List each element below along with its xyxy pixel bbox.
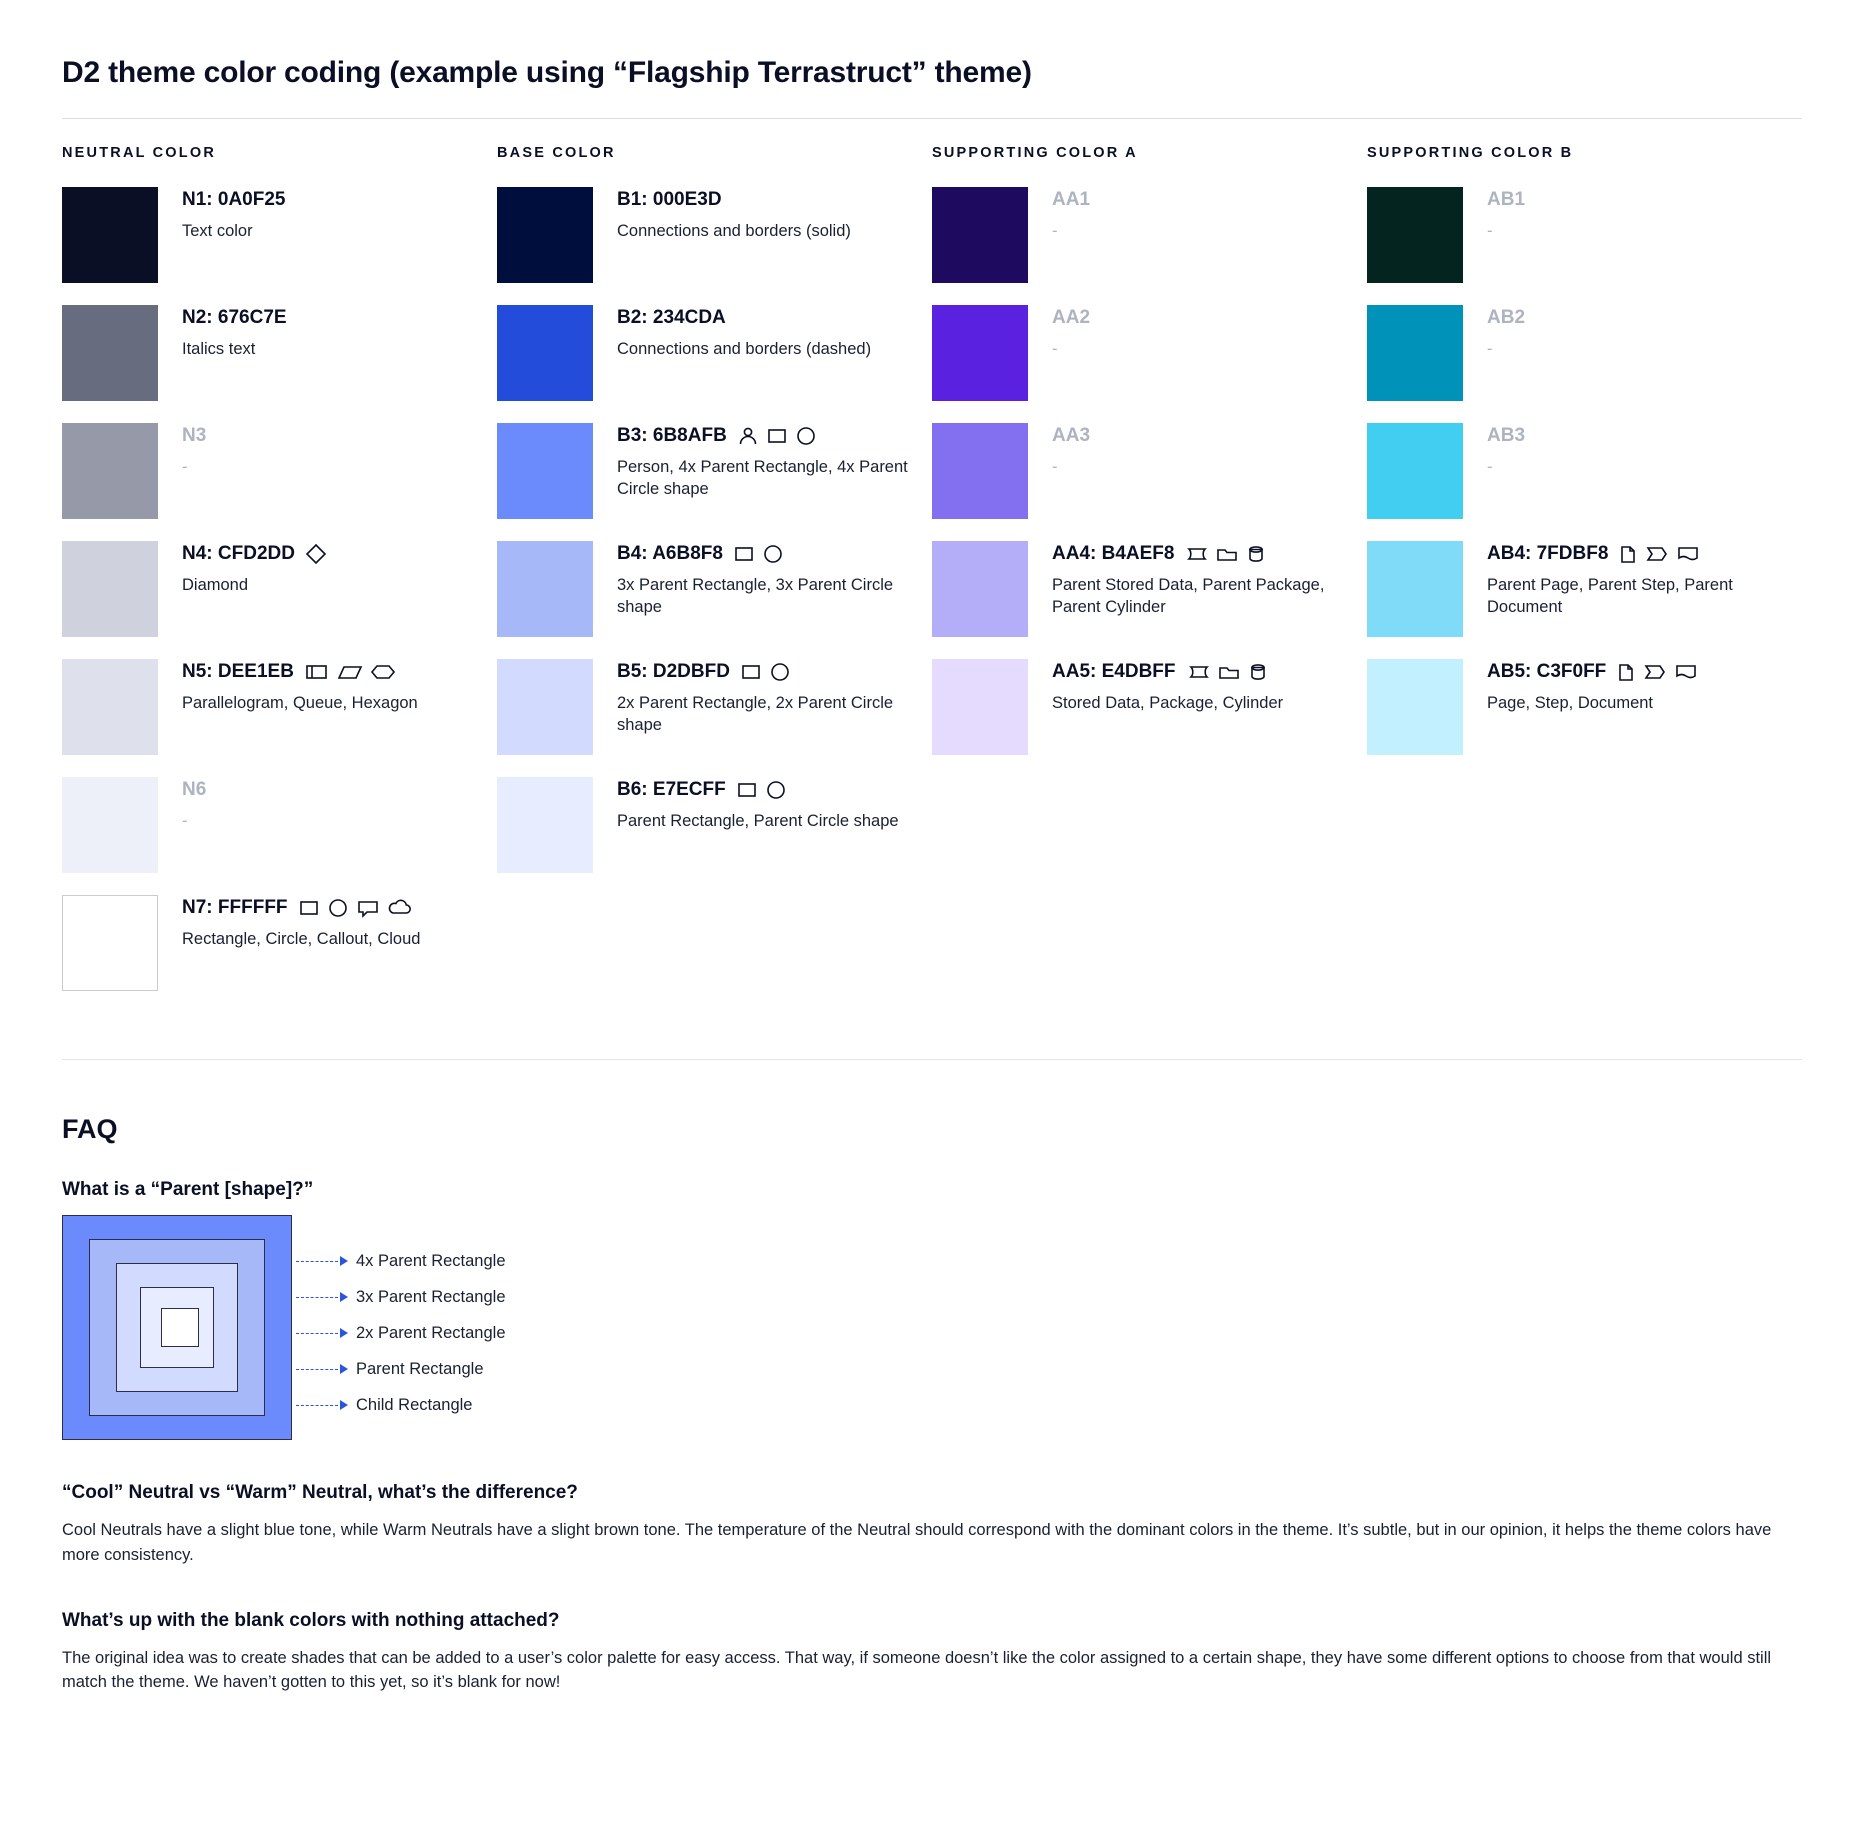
shape-icon-group (305, 543, 327, 565)
package-icon (1215, 543, 1239, 565)
swatch-code: B2: 234CDA (617, 307, 726, 328)
swatch-code: N7: FFFFFF (182, 897, 288, 918)
swatch-title (617, 661, 908, 684)
arrow-icon (340, 1400, 348, 1410)
nest-label-row (296, 1315, 506, 1351)
circle-icon (769, 661, 791, 683)
swatch-code: B5: D2DBFD (617, 661, 730, 682)
swatch-title (1487, 189, 1778, 212)
color-swatch-row (932, 541, 1343, 637)
faq-question-1: What is a “Parent [shape]?” (62, 1179, 314, 1200)
package-icon (1217, 661, 1241, 683)
color-swatch (497, 305, 593, 401)
parallelogram-icon (337, 661, 363, 683)
swatch-code: N5: DEE1EB (182, 661, 294, 682)
leader-line (296, 1297, 338, 1298)
swatch-text-block (593, 541, 908, 618)
color-column (1367, 145, 1802, 1013)
swatch-description: Parent Stored Data, Parent Package, Parent Cylinder (1052, 575, 1325, 617)
swatch-code: AA4: B4AEF8 (1052, 543, 1175, 564)
swatch-title (1487, 661, 1778, 684)
color-swatch-row (62, 659, 473, 755)
color-swatch-row (62, 423, 473, 519)
arrow-icon (340, 1256, 348, 1266)
color-swatch-row (497, 541, 908, 637)
swatch-text-block (1028, 305, 1343, 360)
color-swatch-row (497, 777, 908, 873)
nest-label-text: Child Rectangle (356, 1395, 473, 1414)
swatch-code: B6: E7ECFF (617, 779, 726, 800)
swatch-code: B3: 6B8AFB (617, 425, 727, 446)
color-column (497, 145, 932, 1013)
color-swatch (62, 423, 158, 519)
swatch-description: Person, 4x Parent Rectangle, 4x Parent Circle shape (617, 457, 908, 499)
swatch-description: Italics text (182, 339, 256, 358)
color-swatch-row (932, 659, 1343, 755)
page-icon (1618, 543, 1638, 565)
color-swatch (932, 659, 1028, 755)
shape-icon-group (1186, 661, 1268, 683)
nest-label-row (296, 1279, 506, 1315)
color-swatch-row (1367, 305, 1778, 401)
swatch-text-block (1028, 423, 1343, 478)
color-swatch (932, 187, 1028, 283)
parent-shape-diagram (62, 1215, 1802, 1440)
color-swatch-row (62, 305, 473, 401)
faq-question-3: What’s up with the blank colors with nothing attached? (62, 1609, 560, 1631)
shape-icon-group (1184, 543, 1266, 565)
rectangle-icon (736, 779, 758, 801)
swatch-description: Parent Page, Parent Step, Parent Document (1487, 575, 1733, 617)
swatch-text-block (158, 305, 473, 360)
swatch-title (1052, 307, 1343, 330)
leader-line (296, 1369, 338, 1370)
circle-icon (765, 779, 787, 801)
color-swatch (497, 187, 593, 283)
swatch-text-block (158, 895, 473, 950)
color-swatch (62, 187, 158, 283)
swatch-text-block (1028, 659, 1343, 714)
swatch-code: AA5: E4DBFF (1052, 661, 1176, 682)
faq-section (62, 1114, 1802, 1695)
rectangle-icon (740, 661, 762, 683)
swatch-text-block (593, 777, 908, 832)
color-swatch-row (1367, 187, 1778, 283)
color-swatch-row (932, 305, 1343, 401)
swatch-code: AB1 (1487, 189, 1526, 210)
swatch-title (182, 661, 473, 684)
swatch-text-block (593, 305, 908, 360)
swatch-text-block (1463, 659, 1778, 714)
swatch-code: N3 (182, 425, 207, 446)
shape-icon-group (733, 543, 784, 565)
swatch-code: N6 (182, 779, 207, 800)
swatch-title (617, 779, 908, 802)
color-swatch (497, 777, 593, 873)
color-swatch (497, 659, 593, 755)
color-swatch-row (1367, 541, 1778, 637)
color-swatch-row (1367, 659, 1778, 755)
color-swatch (62, 777, 158, 873)
swatch-description: - (182, 457, 188, 476)
swatch-title (1052, 425, 1343, 448)
color-swatch (62, 659, 158, 755)
swatch-code: AB2 (1487, 307, 1526, 328)
shape-icon-group (298, 897, 413, 919)
color-swatch (497, 423, 593, 519)
circle-icon (327, 897, 349, 919)
color-swatch-row (497, 187, 908, 283)
color-swatch (1367, 423, 1463, 519)
swatch-title (617, 189, 908, 212)
swatch-code: B1: 000E3D (617, 189, 722, 210)
swatch-title (1487, 425, 1778, 448)
swatch-description: Parallelogram, Queue, Hexagon (182, 693, 418, 712)
swatch-title (182, 307, 473, 330)
stored-data-icon (1184, 543, 1208, 565)
swatch-text-block (593, 659, 908, 736)
swatch-title (617, 307, 908, 330)
color-swatch (62, 541, 158, 637)
swatch-text-block (158, 541, 473, 596)
shape-icon-group (1618, 543, 1700, 565)
shape-icon-group (737, 425, 817, 447)
swatch-title (1487, 543, 1778, 566)
color-swatch-row (1367, 423, 1778, 519)
leader-line (296, 1333, 338, 1334)
color-columns (62, 145, 1802, 1013)
swatch-title (617, 425, 908, 448)
swatch-description: Text color (182, 221, 253, 240)
leader-line (296, 1261, 338, 1262)
color-swatch-row (62, 187, 473, 283)
swatch-description: - (182, 811, 188, 830)
rectangle-icon (298, 897, 320, 919)
color-swatch (497, 541, 593, 637)
arrow-icon (340, 1292, 348, 1302)
swatch-text-block (158, 777, 473, 832)
faq-answer-3: The original idea was to create shades that can be added to a user’s color palette for easy access. That way, if someone doesn’t like the color assigned to a certain shape, they have some different options to choose from that would still match the theme. We haven’t gotten to this yet, so it’s blank for now! (62, 1648, 1772, 1692)
swatch-description: Stored Data, Package, Cylinder (1052, 693, 1284, 712)
swatch-text-block (1463, 187, 1778, 242)
swatch-description: - (1487, 457, 1493, 476)
swatch-title (182, 897, 473, 920)
person-icon (737, 425, 759, 447)
callout-icon (356, 897, 380, 919)
swatch-description: - (1052, 457, 1058, 476)
color-swatch (932, 305, 1028, 401)
stored-data-icon (1186, 661, 1210, 683)
swatch-description: 3x Parent Rectangle, 3x Parent Circle shape (617, 575, 894, 617)
swatch-title (182, 779, 473, 802)
cloud-icon (387, 897, 413, 919)
swatch-text-block (158, 423, 473, 478)
color-swatch-row (497, 659, 908, 755)
swatch-title (617, 543, 908, 566)
column-heading: SUPPORTING COLOR A (932, 145, 1138, 161)
color-swatch-row (932, 423, 1343, 519)
swatch-code: AB3 (1487, 425, 1526, 446)
swatch-text-block (1463, 541, 1778, 618)
nest-box-child (161, 1308, 199, 1347)
swatch-code: AA2 (1052, 307, 1091, 328)
rectangle-icon (766, 425, 788, 447)
nest-labels (296, 1215, 506, 1423)
color-swatch (1367, 541, 1463, 637)
swatch-title (182, 189, 473, 212)
swatch-title (182, 425, 473, 448)
column-heading: BASE COLOR (497, 145, 616, 161)
color-swatch-row (932, 187, 1343, 283)
swatch-description: Parent Rectangle, Parent Circle shape (617, 811, 899, 830)
cylinder-icon (1248, 661, 1268, 683)
step-icon (1643, 661, 1667, 683)
swatch-description: - (1487, 221, 1493, 240)
swatch-description: 2x Parent Rectangle, 2x Parent Circle shape (617, 693, 894, 735)
color-swatch-row (62, 895, 473, 991)
shape-icon-group (304, 661, 396, 683)
swatch-text-block (1028, 541, 1343, 618)
swatch-title (1052, 189, 1343, 212)
swatch-description: Diamond (182, 575, 249, 594)
column-heading: NEUTRAL COLOR (62, 145, 216, 161)
swatch-text-block (593, 187, 908, 242)
hexagon-icon (370, 661, 396, 683)
swatch-description: - (1052, 339, 1058, 358)
color-swatch (932, 423, 1028, 519)
swatch-code: AB4: 7FDBF8 (1487, 543, 1609, 564)
swatch-description: Page, Step, Document (1487, 693, 1654, 712)
swatch-text-block (158, 187, 473, 242)
faq-heading: FAQ (62, 1114, 118, 1144)
swatch-code: AB5: C3F0FF (1487, 661, 1607, 682)
swatch-description: Rectangle, Circle, Callout, Cloud (182, 929, 421, 948)
cylinder-icon (1246, 543, 1266, 565)
nested-rectangles (62, 1215, 292, 1440)
swatch-code: B4: A6B8F8 (617, 543, 723, 564)
shape-icon-group (1616, 661, 1698, 683)
nest-label-text: 2x Parent Rectangle (356, 1323, 506, 1342)
page-icon (1616, 661, 1636, 683)
color-swatch (1367, 659, 1463, 755)
faq-answer-2: Cool Neutrals have a slight blue tone, while Warm Neutrals have a slight brown tone. The temperature of the Neutral should correspond with the dominant colors in the theme. It’s subtle, but in our opinion, it helps the theme colors have more consistency. (62, 1521, 1772, 1564)
swatch-description: Connections and borders (solid) (617, 221, 851, 240)
shape-icon-group (736, 779, 787, 801)
color-swatch (62, 895, 158, 991)
color-swatch (1367, 305, 1463, 401)
nest-label-text: 4x Parent Rectangle (356, 1251, 506, 1270)
swatch-code: AA3 (1052, 425, 1091, 446)
arrow-icon (340, 1328, 348, 1338)
circle-icon (795, 425, 817, 447)
document-icon (1676, 543, 1700, 565)
color-column (62, 145, 497, 1013)
nest-label-text: Parent Rectangle (356, 1359, 484, 1378)
swatch-title (1052, 543, 1343, 566)
nest-label-row (296, 1351, 506, 1387)
color-swatch (932, 541, 1028, 637)
swatch-code: AA1 (1052, 189, 1091, 210)
step-icon (1645, 543, 1669, 565)
swatch-description: - (1487, 339, 1493, 358)
diamond-icon (305, 543, 327, 565)
nest-label-row (296, 1387, 506, 1423)
shape-icon-group (740, 661, 791, 683)
swatch-text-block (1463, 305, 1778, 360)
document-icon (1674, 661, 1698, 683)
swatch-code: N4: CFD2DD (182, 543, 295, 564)
nest-label-row (296, 1243, 506, 1279)
swatch-code: N2: 676C7E (182, 307, 287, 328)
swatch-text-block (1028, 187, 1343, 242)
rectangle-icon (733, 543, 755, 565)
leader-line (296, 1405, 338, 1406)
color-swatch-row (62, 777, 473, 873)
faq-question-2: “Cool” Neutral vs “Warm” Neutral, what’s the difference? (62, 1482, 578, 1503)
swatch-text-block (1463, 423, 1778, 478)
column-heading: SUPPORTING COLOR B (1367, 145, 1574, 161)
color-swatch (1367, 187, 1463, 283)
swatch-text-block (158, 659, 473, 714)
swatch-code: N1: 0A0F25 (182, 189, 286, 210)
swatch-title (1487, 307, 1778, 330)
color-swatch (62, 305, 158, 401)
swatch-text-block (593, 423, 908, 500)
swatch-description: Connections and borders (dashed) (617, 339, 872, 358)
header-divider (62, 118, 1802, 119)
nest-label-text: 3x Parent Rectangle (356, 1287, 506, 1306)
swatch-title (1052, 661, 1343, 684)
color-column (932, 145, 1367, 1013)
circle-icon (762, 543, 784, 565)
section-divider (62, 1059, 1802, 1060)
color-swatch-row (497, 423, 908, 519)
swatch-title (182, 543, 473, 566)
queue-icon (304, 661, 330, 683)
color-swatch-row (497, 305, 908, 401)
swatch-description: - (1052, 221, 1058, 240)
arrow-icon (340, 1364, 348, 1374)
color-swatch-row (62, 541, 473, 637)
page-title: D2 theme color coding (example using “Flagship Terrastruct” theme) (62, 56, 1032, 89)
